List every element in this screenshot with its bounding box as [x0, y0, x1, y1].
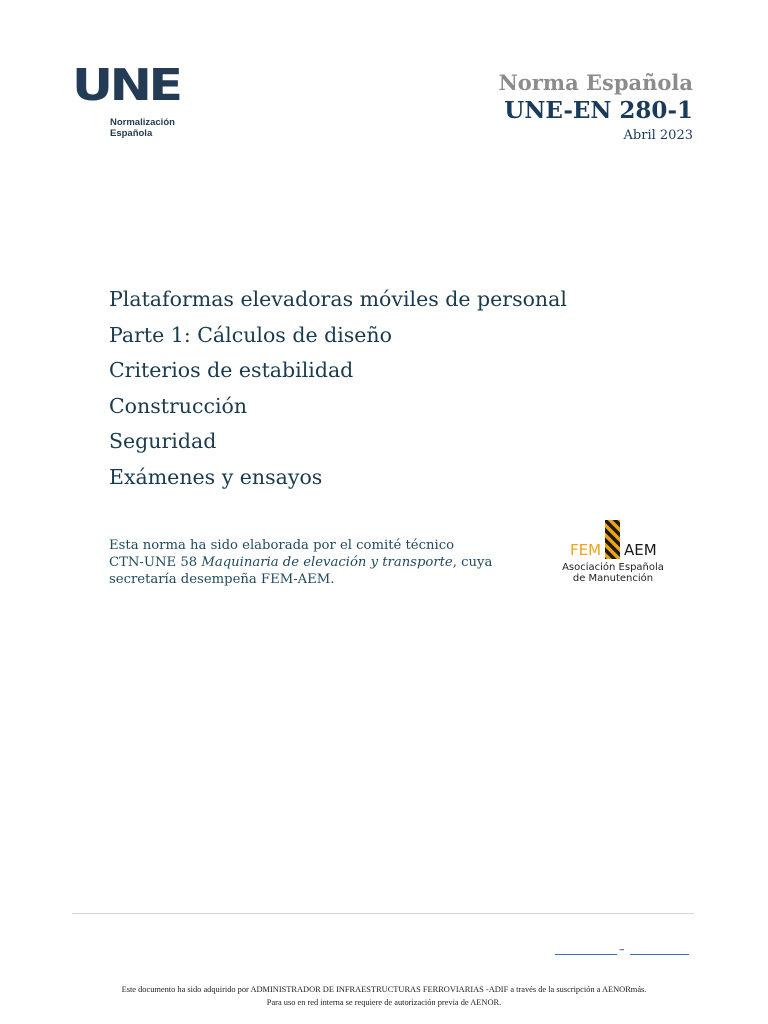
norma-label: Norma Española	[498, 70, 693, 95]
title-line: Construcción	[109, 393, 248, 418]
footer-link-right[interactable]	[630, 954, 689, 955]
une-logo-subtitle-line2: Española	[110, 128, 153, 139]
une-logo	[72, 60, 180, 139]
une-logo-subtitle	[110, 117, 175, 139]
aem-text: AEM	[624, 541, 657, 559]
committee-code: CTN-UNE 58	[109, 555, 202, 570]
committee-statement	[109, 537, 509, 588]
title-line: Criterios de estabilidad	[109, 358, 354, 382]
acquisition-notice-line2: Para uso en red interna se requiere de autorización previa de AENOR.	[266, 998, 502, 1007]
norma-header	[499, 70, 693, 143]
title-line: Parte 1: Cálculos de diseño	[109, 322, 392, 347]
footer-divider	[72, 913, 694, 914]
footer-link-separator: –	[619, 943, 625, 956]
committee-line2-suffix: , cuya	[452, 555, 493, 570]
fem-aem-subtitle	[558, 562, 668, 584]
fem-aem-logo	[556, 518, 668, 588]
document-titles	[109, 282, 567, 495]
committee-line2	[109, 554, 509, 571]
title-line: Seguridad	[109, 429, 217, 453]
committee-name: Maquinaria de elevación y transporte	[201, 555, 453, 570]
title-line: Plataformas elevadoras móviles de personal	[109, 287, 567, 311]
committee-line1: Esta norma ha sido elaborada por el comité técnico	[109, 538, 455, 553]
acquisition-notice	[0, 983, 768, 1009]
footer-links	[555, 944, 690, 956]
fem-text: FEM	[570, 541, 602, 559]
fem-aem-subtitle-line2: de Manutención	[572, 573, 654, 584]
committee-line3: secretaría desempeña FEM-AEM.	[109, 572, 335, 587]
footer-link-left[interactable]	[555, 954, 617, 955]
norma-code: UNE-EN 280-1	[504, 97, 693, 124]
fem-aem-subtitle-line1: Asociación Española	[562, 562, 664, 573]
une-logo-subtitle-line1: Normalización	[110, 117, 175, 128]
acquisition-notice-line1: Este documento ha sido adquirido por ADMINISTRADOR DE INFRAESTRUCTURAS FERROVIARIAS -ADIF a través de la suscripción a AENORmás.	[121, 985, 647, 994]
une-logo-mark: UNE	[72, 60, 180, 111]
norma-date: Abril 2023	[623, 128, 693, 143]
title-line: Exámenes y ensayos	[109, 464, 323, 489]
